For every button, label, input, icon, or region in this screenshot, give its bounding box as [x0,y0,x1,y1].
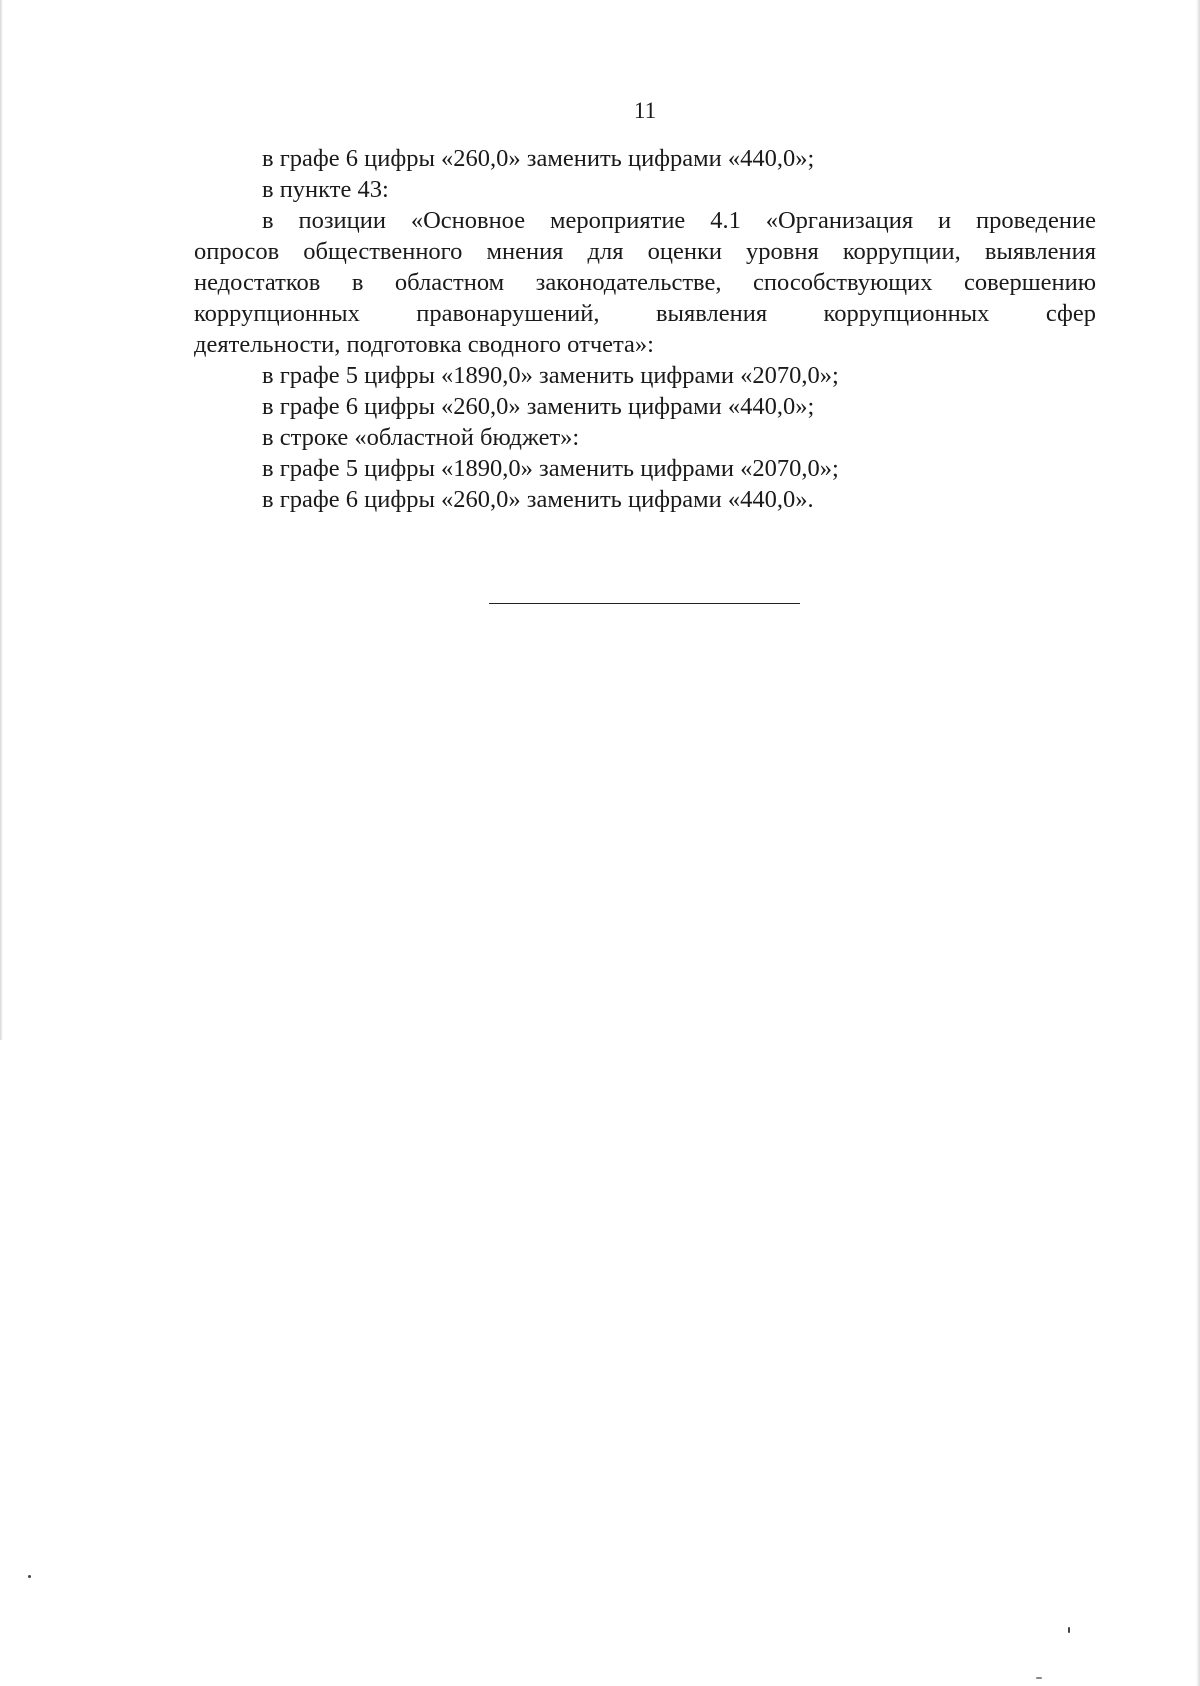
text-line: в строке «областной бюджет»: [262,424,580,451]
text-line: в графе 6 цифры «260,0» заменить цифрами «440,0»; [262,145,815,172]
text-line: в графе 6 цифры «260,0» заменить цифрами «440,0»; [262,393,815,420]
text-line: в графе 6 цифры «260,0» заменить цифрами «440,0». [262,486,814,513]
text-line: в графе 5 цифры «1890,0» заменить цифрами «2070,0»; [262,455,839,482]
scan-edge-right [1196,0,1200,1686]
page-number: 11 [633,98,657,123]
scan-speck [28,1575,31,1578]
document-body [194,143,1096,515]
end-separator-line [489,603,800,604]
text-line: в графе 5 цифры «1890,0» заменить цифрами «2070,0»; [262,362,839,389]
scan-speck [1036,1677,1042,1679]
paragraph-line: опросов общественного мнения для оценки уровня коррупции, выявления [194,238,1096,265]
paragraph-line: недостатков в областном законодательстве, способствующих совершению [194,269,1096,296]
scan-speck [1068,1627,1070,1633]
scan-edge-left [0,0,3,1040]
paragraph-line: в позиции «Основное мероприятие 4.1 «Организация и проведение [262,207,1096,234]
text-line: в пункте 43: [262,176,389,203]
paragraph-line: коррупционных правонарушений, выявления коррупционных сфер [194,300,1096,327]
paragraph-line: деятельности, подготовка сводного отчета»: [194,331,654,358]
